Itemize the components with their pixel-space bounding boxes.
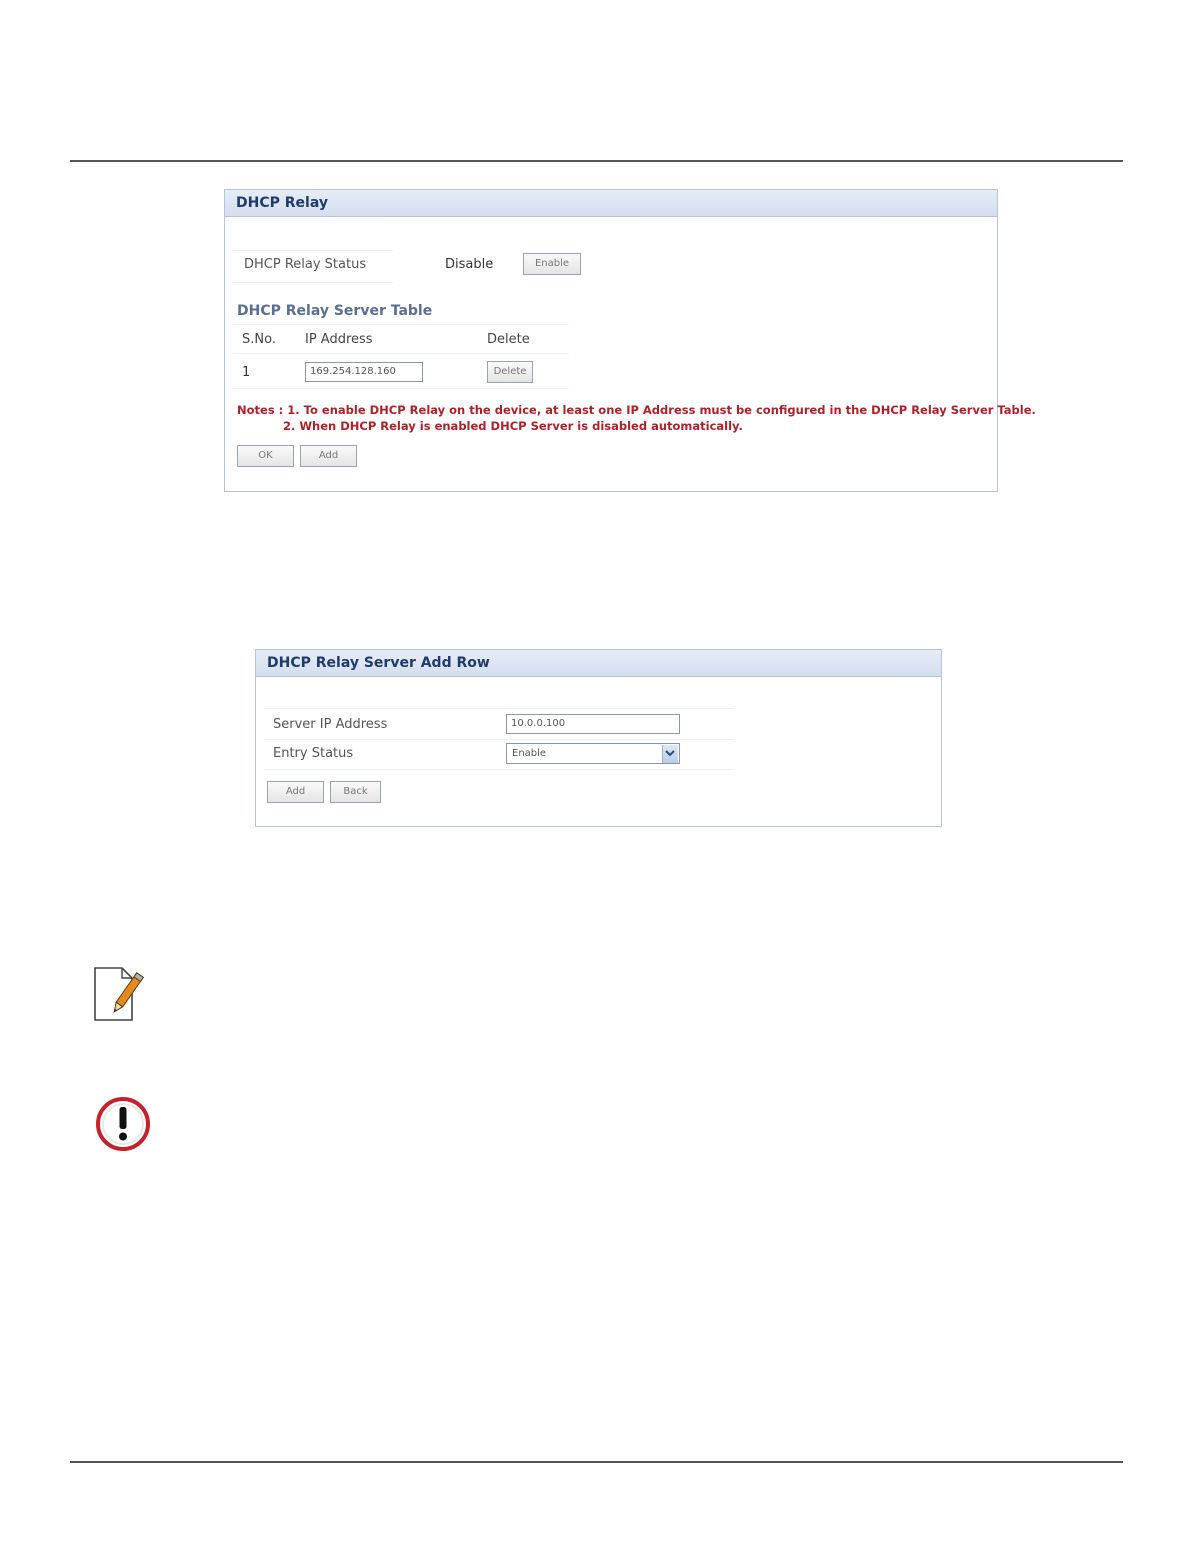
dhcp-relay-panel: [224, 189, 1036, 492]
relay-status-value: Disable: [445, 257, 494, 272]
dhcp-relay-add-row-panel: [255, 649, 942, 827]
add-button[interactable]: Add: [267, 781, 324, 803]
entry-status-label: Entry Status: [273, 746, 354, 761]
divider: [233, 353, 569, 354]
divider: [233, 388, 569, 389]
divider: [264, 739, 734, 740]
panel-title: DHCP Relay Server Add Row: [256, 650, 941, 677]
col-delete: Delete: [487, 332, 530, 347]
enable-button[interactable]: Enable: [523, 253, 581, 275]
top-rule: [70, 160, 1123, 162]
row-delete-button[interactable]: Delete: [487, 361, 533, 383]
exclamation-warning-icon: [94, 1095, 152, 1157]
bottom-rule: [70, 1461, 1123, 1463]
col-sno: S.No.: [242, 332, 276, 347]
row-ip-input[interactable]: 169.254.128.160: [305, 362, 423, 382]
back-button[interactable]: Back: [330, 781, 381, 803]
entry-status-select[interactable]: [506, 743, 680, 764]
notes-prefix: Notes :: [237, 403, 284, 417]
divider: [233, 324, 569, 325]
server-table-title: DHCP Relay Server Table: [237, 303, 433, 319]
add-button[interactable]: Add: [300, 445, 357, 467]
server-ip-input[interactable]: 10.0.0.100: [506, 714, 680, 734]
ok-button[interactable]: OK: [237, 445, 294, 467]
panel-title: DHCP Relay: [225, 190, 997, 217]
server-ip-label: Server IP Address: [273, 717, 388, 732]
note-1: 1. To enable DHCP Relay on the device, at least one IP Address must be configured in the DHCP Relay Server Table.: [287, 403, 1036, 417]
divider: [264, 708, 734, 709]
relay-status-label: DHCP Relay Status: [244, 257, 367, 272]
chevron-down-icon[interactable]: [662, 745, 678, 763]
row-sno: 1: [242, 365, 251, 380]
col-ip-address: IP Address: [305, 332, 373, 347]
notes-block: [237, 402, 1036, 434]
divider: [233, 250, 393, 251]
note-2: 2. When DHCP Relay is enabled DHCP Server is disabled automatically.: [283, 419, 743, 433]
divider: [233, 282, 393, 283]
divider: [264, 769, 734, 770]
entry-status-value: Enable: [512, 748, 547, 759]
note-pencil-icon: [92, 966, 144, 1028]
